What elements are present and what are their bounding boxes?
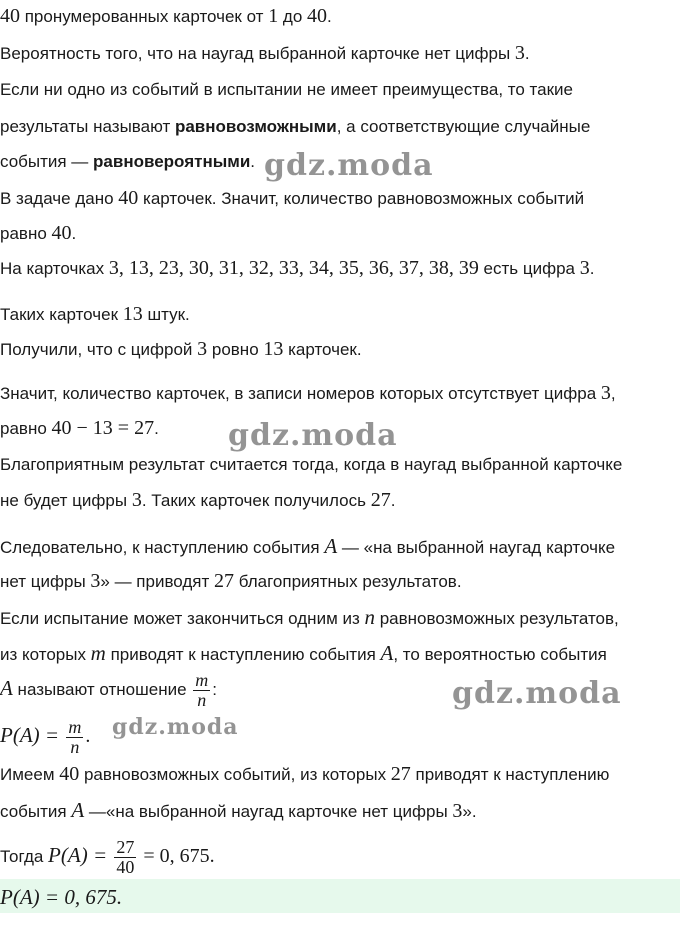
fraction-numerator: 27 [116, 837, 135, 858]
line-5 [0, 150, 255, 174]
text: , то вероятностью события [393, 645, 607, 664]
line-16 [0, 569, 462, 594]
fraction-denominator: 40 [116, 857, 135, 878]
math: 3 [452, 800, 463, 822]
line-6 [0, 186, 584, 211]
text: . [589, 259, 595, 278]
answer-formula: P(A) = 0, 675. [0, 885, 123, 909]
math-var: m [90, 641, 106, 665]
line-7 [0, 221, 76, 246]
math: 40 − 13 = 27 [51, 417, 155, 439]
answer-line [0, 883, 122, 913]
math-var: n [364, 605, 375, 629]
text: Получили, что с цифрой [0, 340, 198, 359]
line-22 [0, 798, 477, 824]
text: приводят к наступлению события [105, 645, 381, 664]
math: 40 [118, 187, 139, 209]
text: . [71, 224, 77, 243]
text: результаты называют [0, 117, 175, 136]
math: 40 [0, 5, 20, 27]
math: 3 [90, 570, 101, 592]
text: пронумерованных карточек от [20, 7, 269, 26]
line-15 [0, 534, 615, 560]
math: 27 [390, 763, 411, 785]
text: Таких карточек [0, 305, 123, 324]
text: Тогда [0, 847, 49, 866]
text: . [250, 152, 256, 171]
fraction-numerator: m [195, 670, 209, 691]
math-var: A [380, 641, 394, 665]
line-9 [0, 302, 190, 327]
fraction [66, 718, 83, 757]
math-var: A [0, 676, 13, 700]
math-var: A [71, 798, 85, 822]
text: , а соответствующие случайные [336, 117, 591, 136]
fraction-denominator: n [66, 737, 83, 757]
text: Значит, количество карточек, в записи номеров которых отсутствует цифра [0, 384, 601, 403]
text: Вероятность того, что на наугад выбранной карточке нет цифры [0, 44, 515, 63]
text: равно [0, 419, 52, 438]
text: до [278, 7, 308, 26]
text: называют отношение [12, 680, 192, 699]
text: . Таких карточек получилось [141, 491, 371, 510]
math: = 0, 675. [138, 845, 215, 867]
math: 40 [59, 763, 80, 785]
line-10 [0, 337, 362, 362]
text: . [524, 44, 530, 63]
line-4 [0, 115, 590, 139]
text: На карточках [0, 259, 109, 278]
text: : [212, 680, 217, 699]
formula: P(A) = [48, 843, 113, 867]
math: 3 [514, 42, 525, 64]
text: » — приводят [100, 572, 215, 591]
text: Если испытание может закончиться одним из [0, 609, 365, 628]
line-18 [0, 641, 607, 667]
math: . [85, 725, 91, 747]
math: 3 [579, 257, 590, 279]
text: приводят к наступлению [410, 765, 610, 784]
line-2 [0, 41, 530, 66]
math: 3 [131, 489, 142, 511]
text: нет цифры [0, 572, 91, 591]
text: равновозможных результатов, [375, 609, 619, 628]
math: 3 [600, 382, 611, 404]
line-21 [0, 762, 609, 787]
text: есть цифра [478, 259, 580, 278]
math: 13 [122, 303, 143, 325]
watermark: gdz.moda [112, 714, 239, 740]
fraction [114, 838, 136, 877]
text: , [610, 384, 616, 403]
line-17 [0, 605, 619, 631]
line-1 [0, 4, 332, 29]
math-var: A [324, 534, 338, 558]
text: карточек. [283, 340, 362, 359]
text: Имеем [0, 765, 60, 784]
text: не будет цифры [0, 491, 132, 510]
term-equiprobable: равновозможными [174, 117, 337, 136]
line-3: Если ни одно из событий в испытании не имеет преимущества, то такие [0, 80, 573, 99]
line-23 [0, 833, 215, 879]
watermark: gdz.moda [264, 148, 434, 183]
text: штук. [142, 305, 190, 324]
line-20 [0, 713, 90, 759]
text: события [0, 802, 72, 821]
text: ». [462, 802, 477, 821]
text: ровно [207, 340, 264, 359]
text: равно [0, 224, 52, 243]
text: —«на выбранной наугад карточке нет цифры [84, 802, 453, 821]
text: . [327, 7, 332, 26]
fraction-numerator: m [68, 717, 82, 738]
text: карточек. Значит, количество равновозможных событий [138, 189, 585, 208]
math: 3 [197, 338, 208, 360]
line-14 [0, 488, 395, 513]
text: — «на выбранной наугад карточке [337, 538, 616, 557]
math: 1 [268, 5, 279, 27]
text: . [154, 419, 159, 438]
line-12 [0, 416, 159, 441]
watermark: gdz.moda [228, 418, 398, 453]
text: Следовательно, к наступлению события [0, 538, 325, 557]
math: 27 [214, 570, 235, 592]
line-11 [0, 381, 616, 406]
text: . [390, 491, 396, 510]
fraction-denominator: n [193, 690, 210, 710]
math: 3, 13, 23, 30, 31, 32, 33, 34, 35, 36, 37, 38, 39 [108, 257, 479, 279]
text: равновозможных событий, из которых [79, 765, 391, 784]
fraction [193, 671, 210, 710]
formula: P(A) = [0, 723, 65, 747]
math: 13 [263, 338, 284, 360]
text: В задаче дано [0, 189, 119, 208]
line-19 [0, 667, 217, 711]
math: 40 [307, 5, 328, 27]
line-8 [0, 256, 594, 281]
text: из которых [0, 645, 91, 664]
text: благоприятных результатов. [234, 572, 462, 591]
text: события — [0, 152, 94, 171]
math: 40 [51, 222, 72, 244]
term-equally-likely: равновероятными [93, 152, 251, 171]
line-13: Благоприятным результат считается тогда, когда в наугад выбранной карточке [0, 455, 623, 474]
math: 27 [370, 489, 391, 511]
watermark: gdz.moda [452, 676, 622, 711]
